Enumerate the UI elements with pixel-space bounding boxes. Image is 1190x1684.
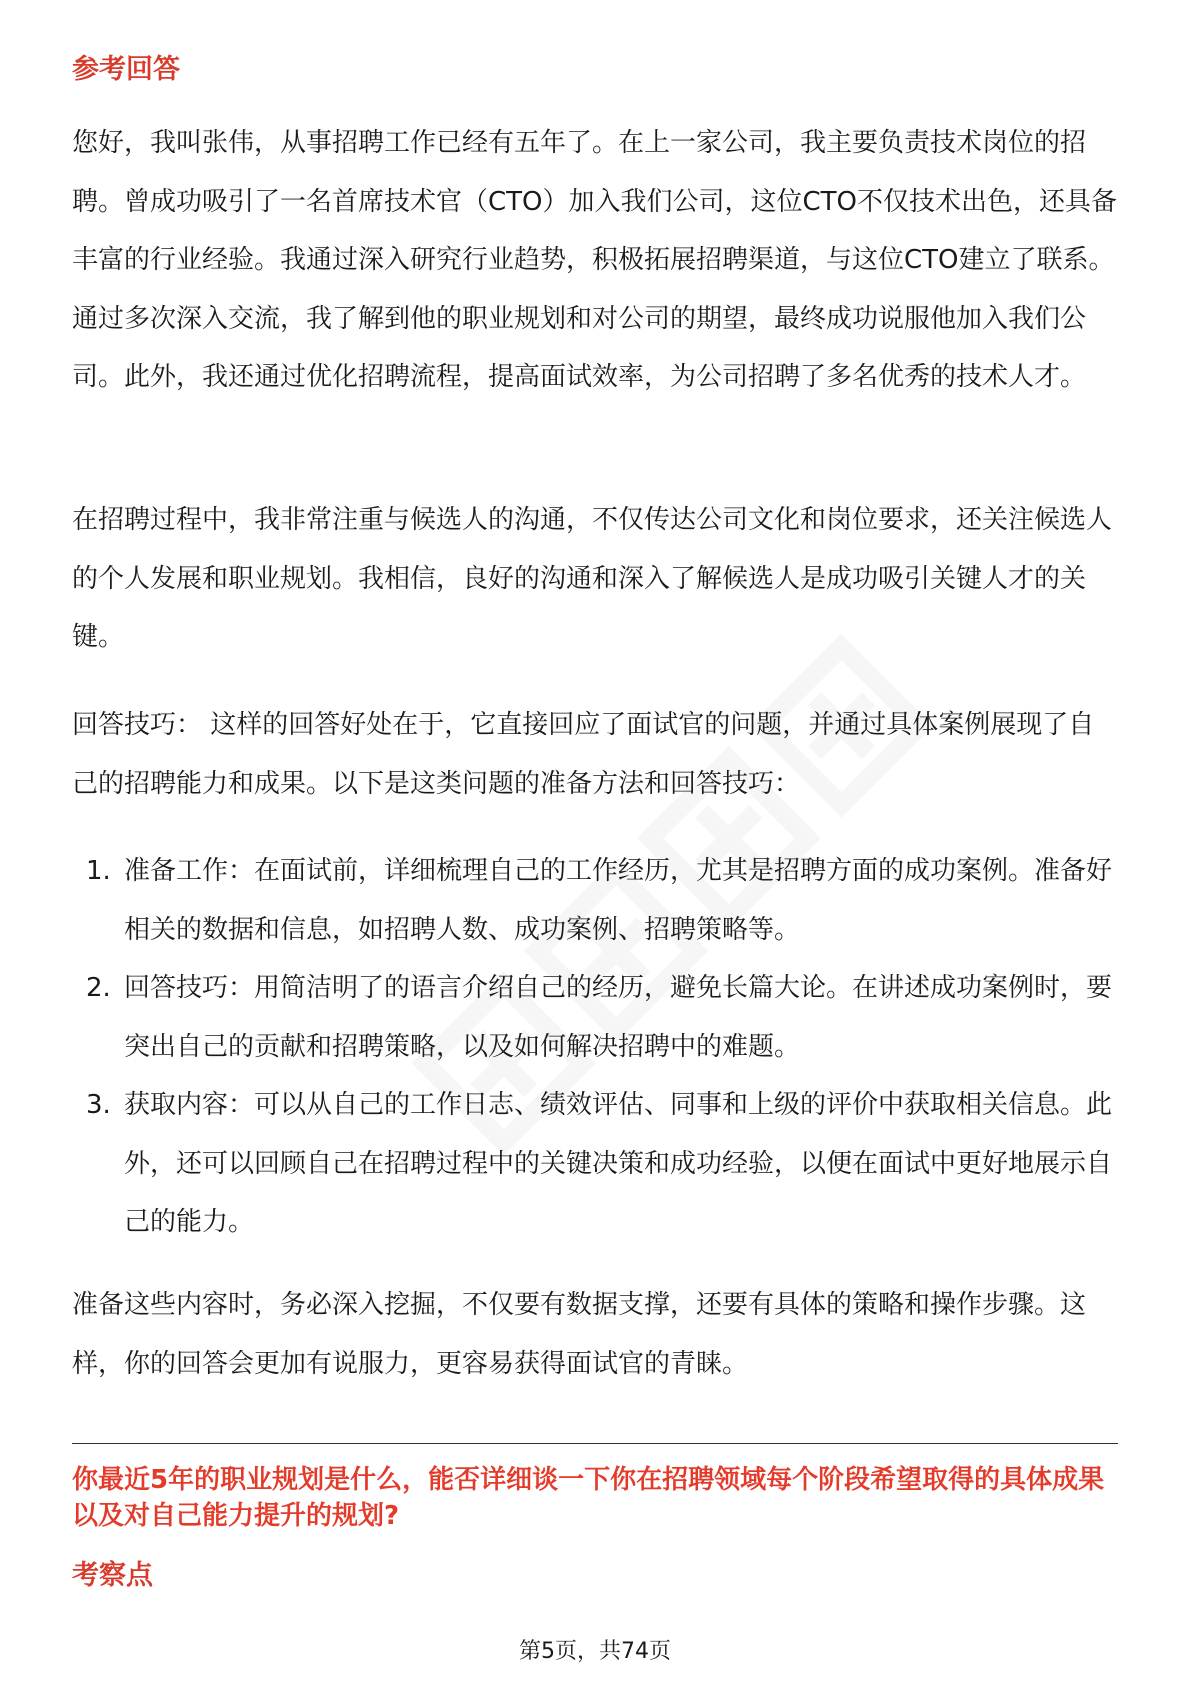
answer-paragraph-1: 您好，我叫张伟，从事招聘工作已经有五年了。在上一家公司，我主要负责技术岗位的招聘。曾成功吸引了一名首席技术官（CTO）加入我们公司，这位CTO不仅技术出色，还具备丰富的行业经验。我通过深入研究行业趋势，积极拓展招聘渠道，与这位CTO建立了联系。通过多次深入交流，我了解到他的职业规划和对公司的期望，最终成功说服他加入我们公司。此外，我还通过优化招聘流程，提高面试效率，为公司招聘了多名优秀的技术人才。 — [72, 128, 1118, 392]
list-item-number: 3. — [86, 1090, 111, 1120]
list-item-text: 获取内容：可以从自己的工作日志、绩效评估、同事和上级的评价中获取相关信息。此外，还可以回顾自己在招聘过程中的关键决策和成功经验，以便在面试中更好地展示自己的能力。 — [124, 1090, 1113, 1237]
next-question-heading: 你最近5年的职业规划是什么，能否详细谈一下你在招聘领域每个阶段希望取得的具体成果以及对自己能力提升的规划? — [72, 1465, 1105, 1531]
tips-list — [72, 842, 1118, 1252]
divider — [72, 1443, 1118, 1444]
list-item — [72, 1076, 1118, 1252]
closing-paragraph: 准备这些内容时，务必深入挖掘，不仅要有数据支撑，还要有具体的策略和操作步骤。这样，你的回答会更加有说服力，更容易获得面试官的青睐。 — [72, 1290, 1087, 1379]
list-item — [72, 959, 1118, 1076]
answer-paragraph-2: 在招聘过程中，我非常注重与候选人的沟通，不仅传达公司文化和岗位要求，还关注候选人的个人发展和职业规划。我相信，良好的沟通和深入了解候选人是成功吸引关键人才的关键。 — [72, 505, 1113, 652]
list-item-number: 2. — [86, 973, 111, 1003]
sub-section-title: 考察点 — [72, 1560, 153, 1591]
list-item-number: 1. — [86, 856, 111, 886]
tips-intro-paragraph: 回答技巧： 这样的回答好处在于，它直接回应了面试官的问题，并通过具体案例展现了自己的招聘能力和成果。以下是这类问题的准备方法和回答技巧： — [72, 710, 1095, 799]
section-title: 参考回答 — [72, 54, 180, 85]
list-item-text: 回答技巧：用简洁明了的语言介绍自己的经历，避免长篇大论。在讲述成功案例时，要突出自己的贡献和招聘策略，以及如何解决招聘中的难题。 — [124, 973, 1113, 1062]
list-item — [72, 842, 1118, 959]
page-number-footer: 第5页，共74页 — [519, 1639, 671, 1664]
list-item-text: 准备工作：在面试前，详细梳理自己的工作经历，尤其是招聘方面的成功案例。准备好相关的数据和信息，如招聘人数、成功案例、招聘策略等。 — [124, 856, 1113, 945]
